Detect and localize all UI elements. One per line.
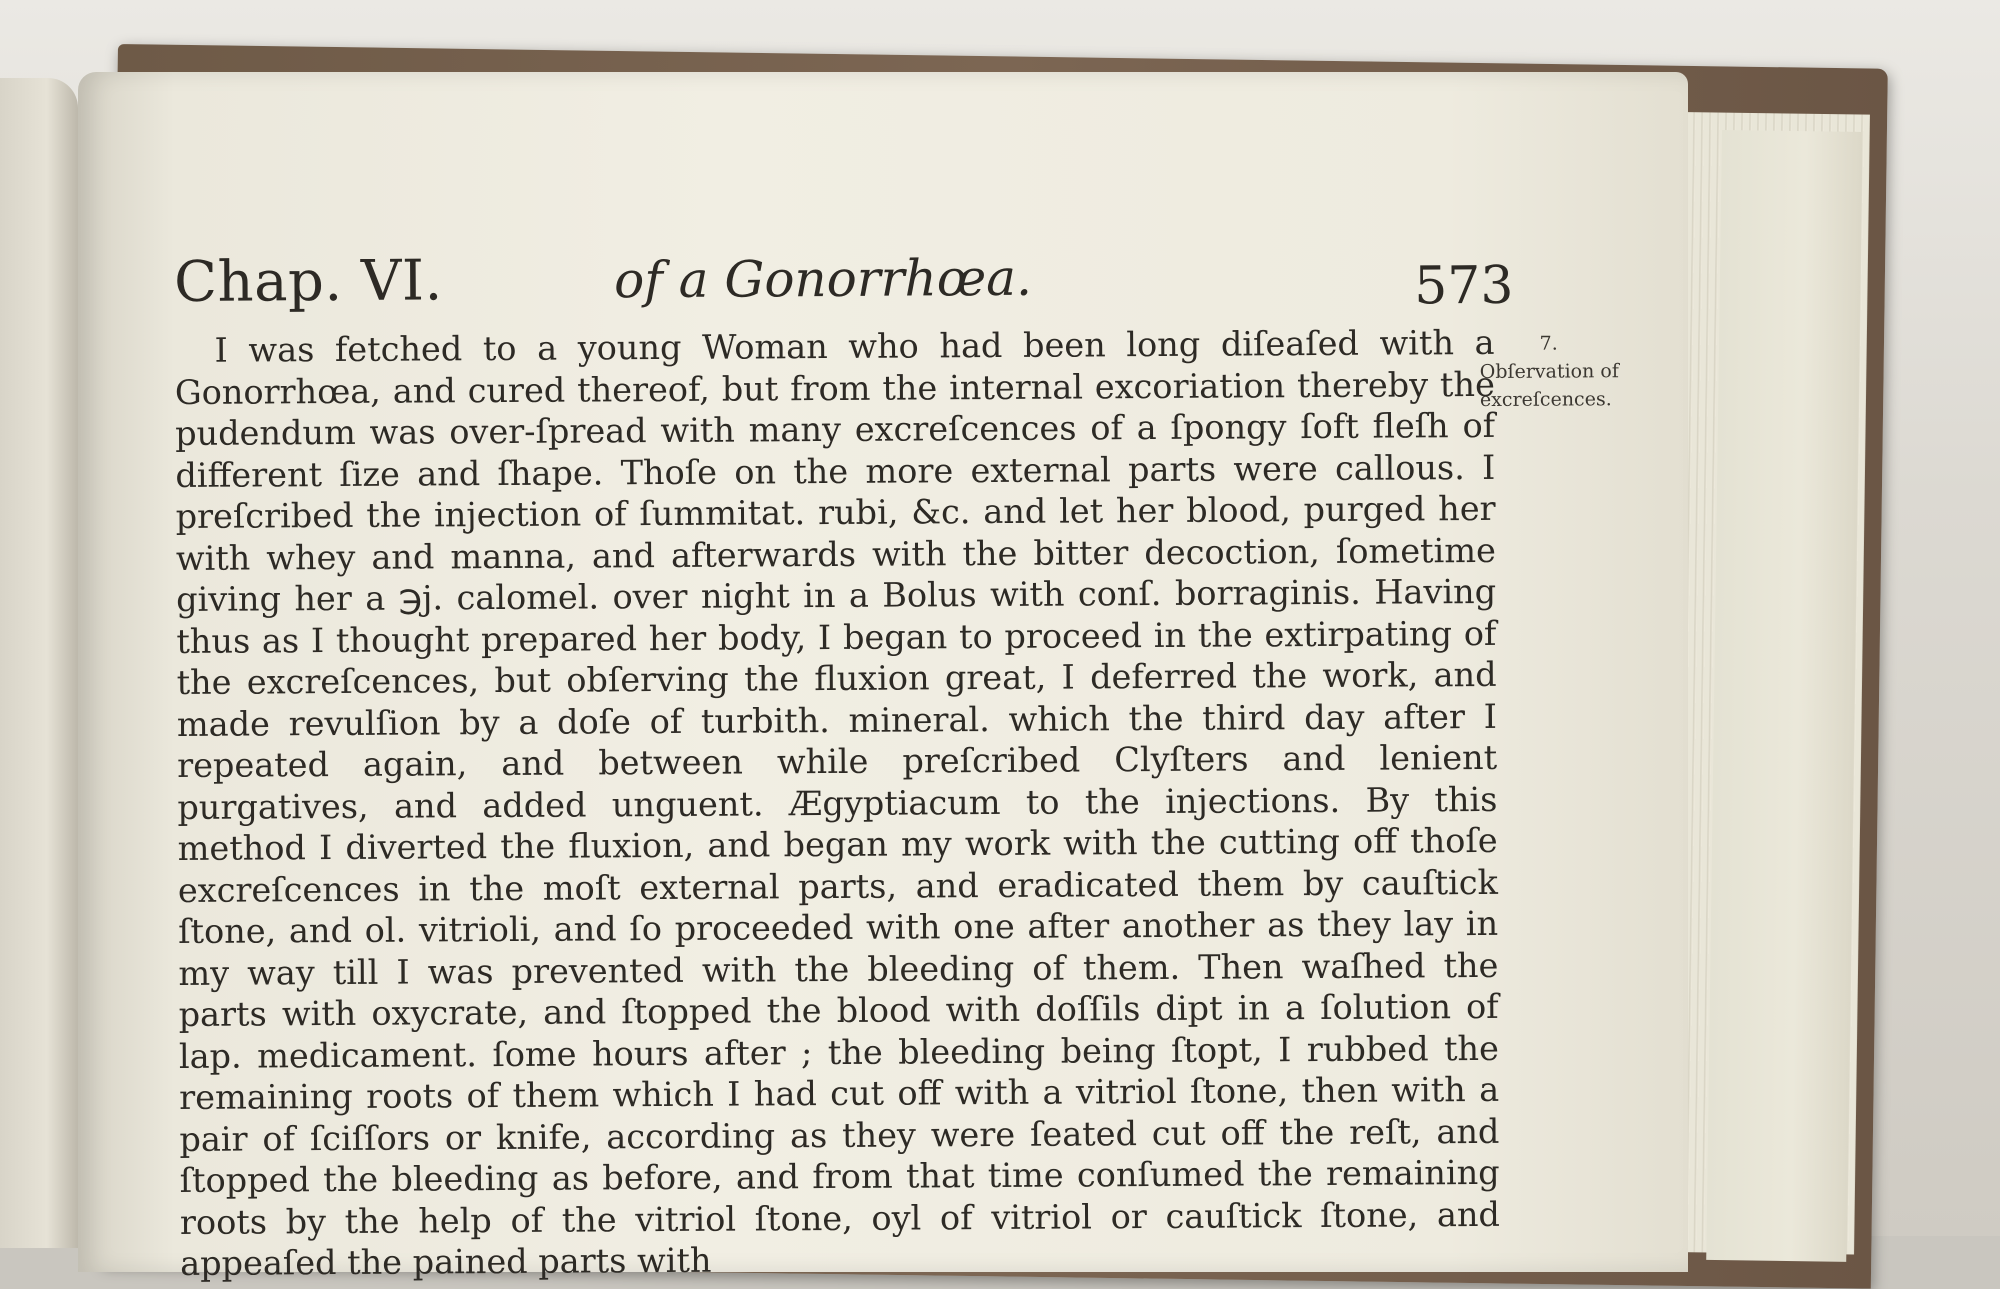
- page-edge: [1706, 130, 1862, 1262]
- margin-note-text: Obſervation of excreſcences.: [1480, 360, 1619, 411]
- body-text: I was fetched to a young Woman who had been long diſeaſed with a Gonorrhœa, and cured thereof, but from the internal excoriation thereby the pudendum was over-ſpread with many excreſcences of a ſpongy ſoft fleſh of different ſize and ſhape. Thoſe on the more external parts were callous. I preſcribed the injection of ſummitat. rubi, &c. and let her blood, purged her with whey and manna, and afterwards with the bitter decoction, ſometime giving her a ℈j. calomel. over night in a Bolus with conſ. borraginis. Having thus as I thought prepared her body, I began to proceed in the extirpating of the excreſcences, but obſerving the fluxion great, I deferred the work, and made revulſion by a doſe of turbith. mineral. which the third day after I repeated again, and between while preſcribed Clyſters and lenient purgatives, and added unguent. Ægyptiacum to the injections. By this method I diverted the fluxion, and began my work with the cutting off thoſe excreſcences in the moſt external parts, and eradicated them by cauſtick ſtone, and ol. vitrioli, and ſo proceeded with one after another as they lay in my way till I was prevented with the bleeding of them. Then waſhed the parts with oxycrate, and ſtopped the blood with doſſils dipt in a ſolution of lap. medicament. ſome hours after ; the bleeding being ſtopt, I rubbed the remaining roots of them which I had cut off with a vitriol ſtone, then with a pair of ſciſſors or knife, according as they were ſeated cut off the reſt, and ſtopped the bleeding as before, and from that time conſumed the remaining roots by the help of the vitriol ſtone, oyl of vitriol or cauſtick ſtone, and appeaſed the pained parts with: [175, 323, 1500, 1283]
- page-content: [174, 242, 1500, 1285]
- margin-note: [1480, 329, 1631, 414]
- body-paragraph: [174, 322, 1500, 1285]
- running-head: [174, 242, 1494, 330]
- margin-note-number: 7.: [1480, 329, 1630, 358]
- page-number: 573: [1414, 256, 1514, 317]
- chapter-heading: Chap. VI.: [174, 248, 443, 315]
- left-page-edge: [0, 78, 78, 1248]
- book-page: [78, 72, 1688, 1272]
- running-title: of a Gonorrhœa.: [614, 249, 1032, 310]
